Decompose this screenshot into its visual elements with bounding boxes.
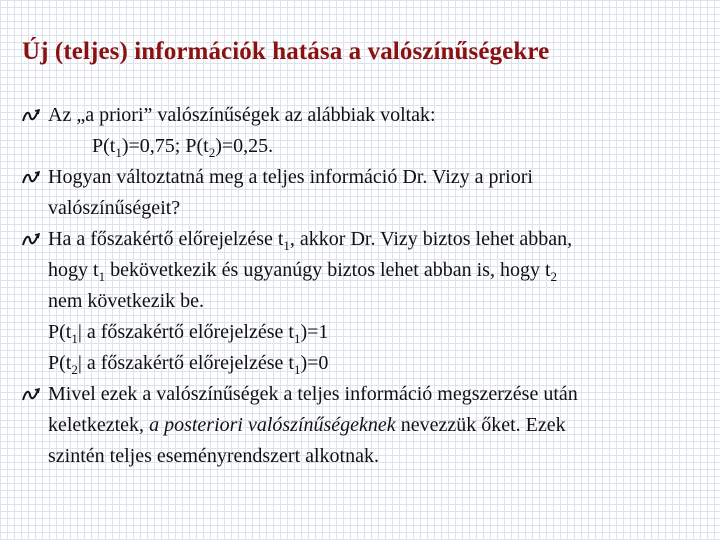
squiggle-arrow-icon xyxy=(22,109,40,123)
text-line xyxy=(22,193,712,224)
line-text: Ha a főszakértő előrejelzése $t_1$, akkor Dr. Vizy biztos lehet abban, xyxy=(48,228,573,253)
bullet-line xyxy=(22,379,712,410)
squiggle-arrow-icon xyxy=(22,388,40,402)
line-text: nem következik be. xyxy=(48,290,205,312)
line-text: $P(t_2|$ a főszakértő előrejelzése $t_1)=0$ xyxy=(48,352,329,377)
text-line xyxy=(22,317,712,348)
bullet-line xyxy=(22,224,712,255)
line-text: szintén teljes eseményrendszert alkotnak. xyxy=(48,445,379,467)
line-text: keletkeztek, a posteriori valószínűségeknek nevezzük őket. Ezek xyxy=(48,414,566,436)
line-text: $P(t_1)=0,75$; $P(t_2)=0,25$. xyxy=(92,135,274,160)
line-text: Hogyan változtatná meg a teljes információ Dr. Vizy a priori xyxy=(48,166,533,188)
line-text: Az „a priori” valószínűségek az alábbiak voltak: xyxy=(48,104,436,126)
bullet-line xyxy=(22,162,712,193)
squiggle-arrow-icon xyxy=(22,171,40,185)
line-text: Mivel ezek a valószínűségek a teljes információ megszerzése után xyxy=(48,383,578,405)
emphasis-text: a posteriori valószínűségeknek xyxy=(149,414,396,436)
slide-content xyxy=(22,100,712,472)
text-line xyxy=(22,441,712,472)
line-text: valószínűségeit? xyxy=(48,197,181,219)
text-line xyxy=(22,255,712,286)
line-text: $P(t_1|$ a főszakértő előrejelzése $t_1)=1$ xyxy=(48,321,329,346)
line-text: hogy $t_1$ bekövetkezik és ugyanúgy biztos lehet abban is, hogy $t_2$ xyxy=(48,259,558,284)
text-line xyxy=(22,348,712,379)
text-line xyxy=(22,286,712,317)
text-line xyxy=(22,131,712,162)
text-line xyxy=(22,410,712,441)
bullet-line xyxy=(22,100,712,131)
slide-title: Új (teljes) információk hatása a valószínűségekre xyxy=(22,38,550,65)
squiggle-arrow-icon xyxy=(22,233,40,247)
